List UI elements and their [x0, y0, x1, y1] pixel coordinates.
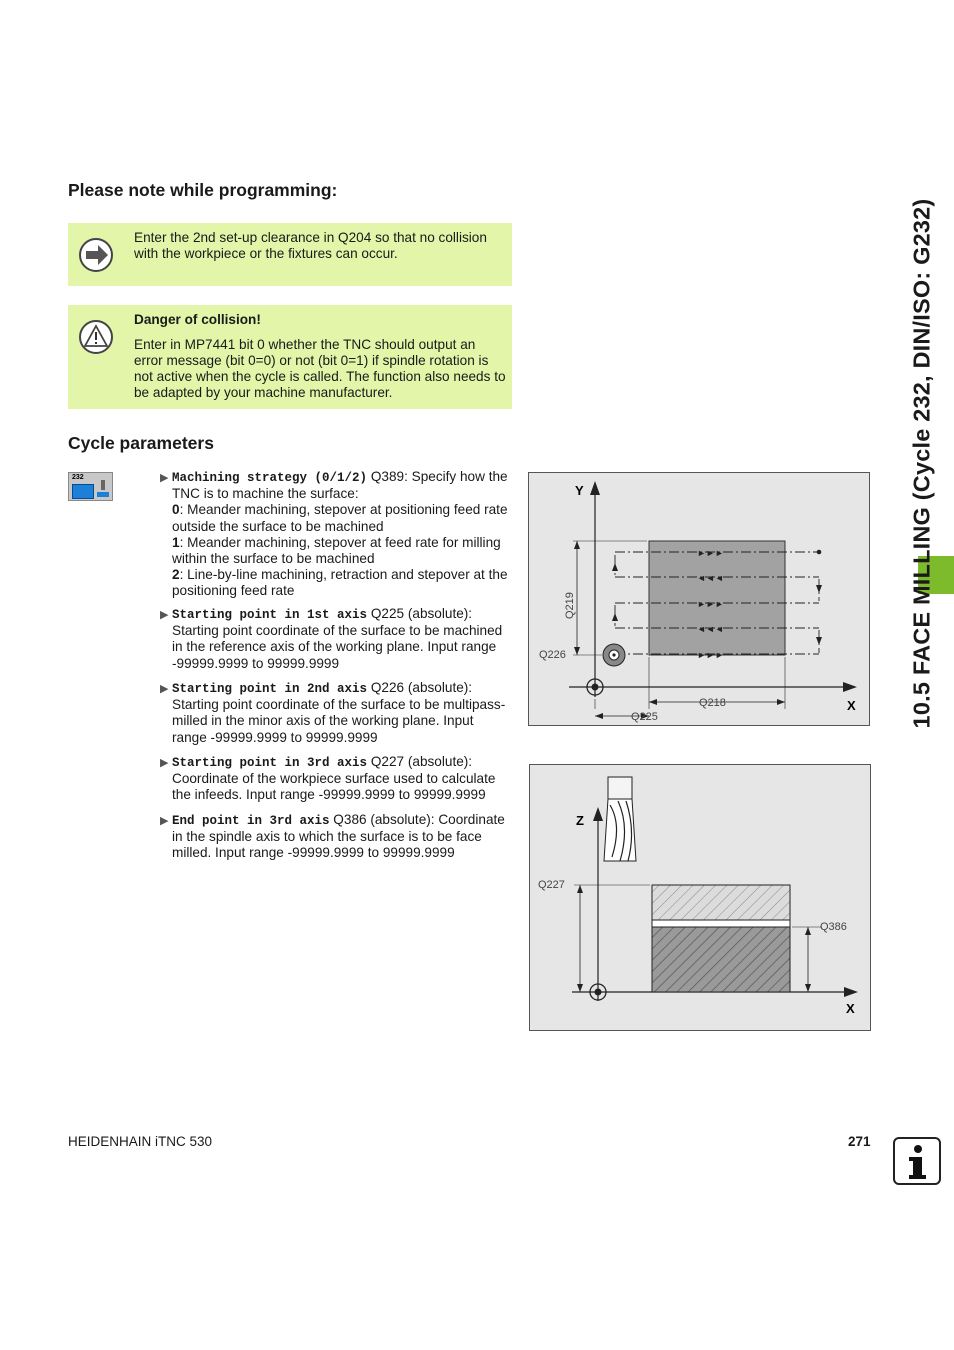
x-axis-label: X [847, 698, 856, 713]
strategy-num: 0 [172, 502, 180, 518]
warning-text: Enter in MP7441 bit 0 whether the TNC should output an error message (bit 0=0) or not (bit 0=1) if spindle rotation is not active when the cycle is called. The function also needs to be adapted by your machine manufacturer. [134, 337, 506, 400]
bullet-triangle-icon: ▶ [160, 683, 169, 695]
milling-cutter-icon [603, 644, 625, 666]
param-desc: Q227 (absolute): Coordinate of the workpiece surface used to calculate the infeeds. Input range -99999.9999 to 99999.9999 [172, 754, 496, 803]
section-heading-params: Cycle parameters [68, 433, 214, 453]
param-code: Starting point in 1st axis [172, 608, 368, 622]
param-machining-strategy [160, 469, 512, 600]
softkey-label: 232 [72, 474, 84, 481]
param-start-2nd-axis [160, 680, 512, 746]
param-desc: Q389: Specify how the TNC is to machine the surface: [172, 469, 508, 502]
bullet-triangle-icon: ▶ [160, 815, 169, 827]
side-title: 10.5 FACE MILLING (Cycle 232, DIN/ISO: G232) [908, 198, 935, 729]
strategy-num: 1 [172, 534, 180, 550]
figure-xy-plane [528, 472, 870, 726]
side-title-container [897, 180, 947, 750]
warning-note-box [68, 305, 512, 409]
param-desc: Q226 (absolute): Starting point coordinate of the surface to be multipass-milled in the minor axis of the working plane. Input range -99999.9999 to 99999.9999 [172, 680, 506, 745]
xz-diagram [530, 765, 870, 1030]
xy-diagram [529, 473, 869, 725]
section-heading-note: Please note while programming: [68, 180, 338, 200]
bullet-triangle-icon: ▶ [160, 609, 169, 621]
x-axis-label: X [846, 1001, 855, 1016]
bullet-triangle-icon: ▶ [160, 472, 169, 484]
q386-label: Q386 [820, 921, 847, 933]
svg-text:◄◄◄: ◄◄◄ [697, 573, 724, 583]
workpiece-icon [72, 484, 94, 499]
bullet-triangle-icon: ▶ [160, 757, 169, 769]
svg-text:►►►: ►►► [697, 599, 724, 609]
param-code: Starting point in 3rd axis [172, 756, 368, 770]
svg-text:◄◄◄: ◄◄◄ [697, 624, 724, 634]
q225-label: Q225 [631, 711, 658, 723]
param-code: Machining strategy (0/1/2) [172, 471, 368, 485]
param-code: End point in 3rd axis [172, 814, 330, 828]
note-text: Enter the 2nd set-up clearance in Q204 so that no collision with the workpiece or the fixtures can occur. [134, 230, 487, 261]
param-code: Starting point in 2nd axis [172, 682, 368, 696]
arrow-right-icon [78, 237, 114, 273]
param-end-3rd-axis [160, 812, 512, 862]
warning-icon [78, 319, 114, 355]
info-note-box [68, 223, 512, 286]
param-desc: Q386 (absolute): Coordinate in the spindle axis to which the surface is to be face milled. Input range -99999.9999 to 99999.9999 [172, 812, 505, 861]
q218-label: Q218 [699, 697, 726, 709]
svg-text:►►►: ►►► [697, 650, 724, 660]
info-icon [893, 1137, 941, 1185]
q219-label: Q219 [564, 592, 576, 619]
q226-label: Q226 [539, 649, 566, 661]
param-start-3rd-axis [160, 754, 512, 804]
strategy-text: : Meander machining, stepover at positioning feed rate outside the surface to be machined [172, 502, 508, 534]
param-desc: Q225 (absolute): Starting point coordinate of the surface to be machined in the reference axis of the working plane. Input range -99999.9999 to 99999.9999 [172, 606, 503, 671]
z-axis-label: Z [576, 813, 584, 828]
strategy-text: : Meander machining, stepover at feed rate for milling within the surface to be machined [172, 534, 501, 567]
warning-title: Danger of collision! [134, 312, 261, 327]
end-mill-tool-icon [604, 777, 636, 861]
figure-xz-plane [529, 764, 871, 1031]
param-start-1st-axis [160, 606, 512, 672]
q227-label: Q227 [538, 879, 565, 891]
svg-text:►►►: ►►► [697, 548, 724, 558]
strategy-num: 2 [172, 567, 180, 583]
strategy-text: : Line-by-line machining, retraction and stepover at the positioning feed rate [172, 567, 508, 599]
footer-product: HEIDENHAIN iTNC 530 [68, 1134, 213, 1149]
cutter-icon [96, 479, 110, 499]
cycle-232-softkey[interactable] [68, 472, 113, 501]
y-axis-label: Y [575, 483, 584, 498]
page-number: 271 [848, 1134, 871, 1149]
